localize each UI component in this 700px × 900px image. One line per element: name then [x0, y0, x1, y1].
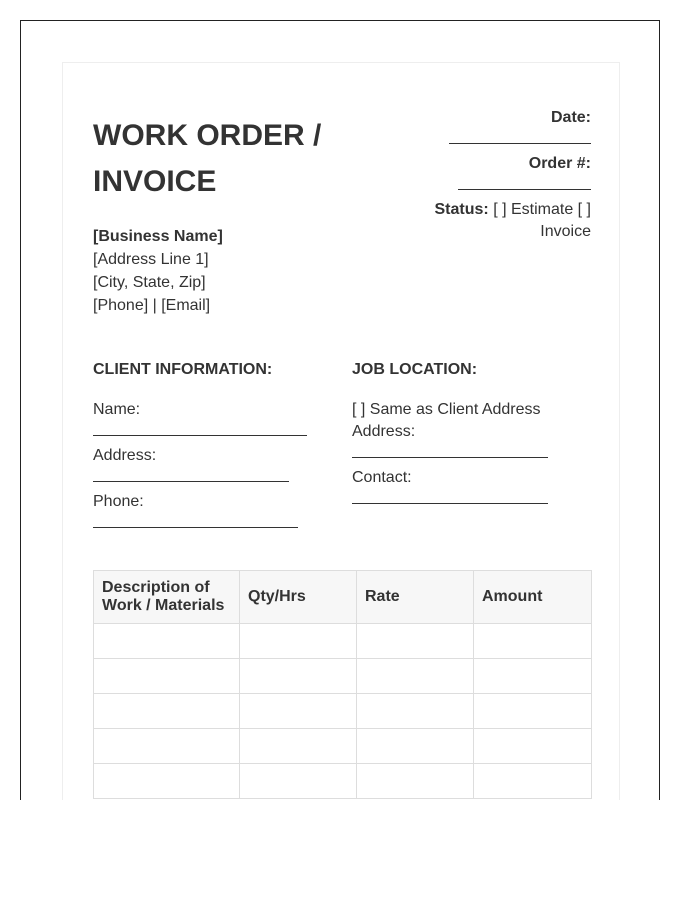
- description-cell[interactable]: [94, 624, 240, 659]
- qty-hrs-cell[interactable]: [240, 694, 357, 729]
- amount-cell[interactable]: [474, 659, 592, 694]
- status-options-line-2[interactable]: Invoice: [540, 223, 591, 240]
- document-title: [93, 113, 393, 205]
- page-frame: [20, 20, 660, 800]
- qty-hrs-cell[interactable]: [240, 764, 357, 799]
- invoice-sheet: [62, 62, 620, 800]
- rate-cell[interactable]: [357, 764, 474, 799]
- table-row: [94, 764, 592, 799]
- business-phone-email: [Phone] | [Email]: [93, 297, 211, 314]
- business-city-state-zip: [City, State, Zip]: [93, 274, 206, 291]
- rate-cell[interactable]: [357, 729, 474, 764]
- client-address-label: Address:: [93, 447, 157, 464]
- amount-cell[interactable]: [474, 624, 592, 659]
- job-fields: [352, 399, 582, 513]
- description-cell[interactable]: [94, 694, 240, 729]
- column-header-rate: Rate: [357, 571, 474, 624]
- job-location-heading: JOB LOCATION:: [352, 361, 478, 378]
- table-row: [94, 729, 592, 764]
- column-header-description: Description of Work / Materials: [94, 571, 240, 624]
- description-cell[interactable]: [94, 764, 240, 799]
- title-line-1: WORK ORDER /: [93, 119, 322, 152]
- amount-cell[interactable]: [474, 694, 592, 729]
- client-phone-label: Phone:: [93, 493, 144, 510]
- status-options-line-1[interactable]: [ ] Estimate [ ]: [493, 201, 591, 218]
- job-address-field-line[interactable]: [352, 443, 548, 458]
- status-row: [411, 199, 591, 221]
- client-name-field-line[interactable]: [93, 421, 307, 436]
- business-address: [Address Line 1]: [93, 251, 209, 268]
- qty-hrs-cell[interactable]: [240, 624, 357, 659]
- client-fields: [93, 399, 307, 537]
- business-info: [93, 225, 223, 317]
- rate-cell[interactable]: [357, 659, 474, 694]
- description-cell[interactable]: [94, 659, 240, 694]
- order-number-field-line[interactable]: [458, 188, 591, 190]
- date-label: Date:: [550, 109, 591, 126]
- job-contact-field-line[interactable]: [352, 489, 548, 504]
- client-address-field-line[interactable]: [93, 467, 289, 482]
- table-row: [94, 694, 592, 729]
- job-contact-label: Contact:: [352, 469, 412, 486]
- qty-hrs-cell[interactable]: [240, 659, 357, 694]
- rate-cell[interactable]: [357, 694, 474, 729]
- qty-hrs-cell[interactable]: [240, 729, 357, 764]
- table-row: [94, 624, 592, 659]
- amount-cell[interactable]: [474, 729, 592, 764]
- table-row: [94, 659, 592, 694]
- table-header-row: [94, 571, 592, 624]
- client-information-heading: CLIENT INFORMATION:: [93, 361, 273, 378]
- column-header-amount: Amount: [474, 571, 592, 624]
- amount-cell[interactable]: [474, 764, 592, 799]
- order-number-label: Order #:: [528, 155, 591, 172]
- same-as-client-checkbox[interactable]: [ ] Same as Client Address: [352, 401, 541, 418]
- title-line-2: INVOICE: [93, 165, 217, 198]
- column-header-qty-hrs: Qty/Hrs: [240, 571, 357, 624]
- description-cell[interactable]: [94, 729, 240, 764]
- order-meta: [411, 107, 591, 243]
- client-phone-field-line[interactable]: [93, 513, 298, 528]
- line-items-table: [93, 570, 592, 799]
- date-field-line[interactable]: [449, 142, 591, 144]
- business-name: [Business Name]: [93, 228, 223, 245]
- status-label: Status:: [434, 201, 489, 218]
- job-address-label: Address:: [352, 423, 416, 440]
- rate-cell[interactable]: [357, 624, 474, 659]
- client-name-label: Name:: [93, 401, 141, 418]
